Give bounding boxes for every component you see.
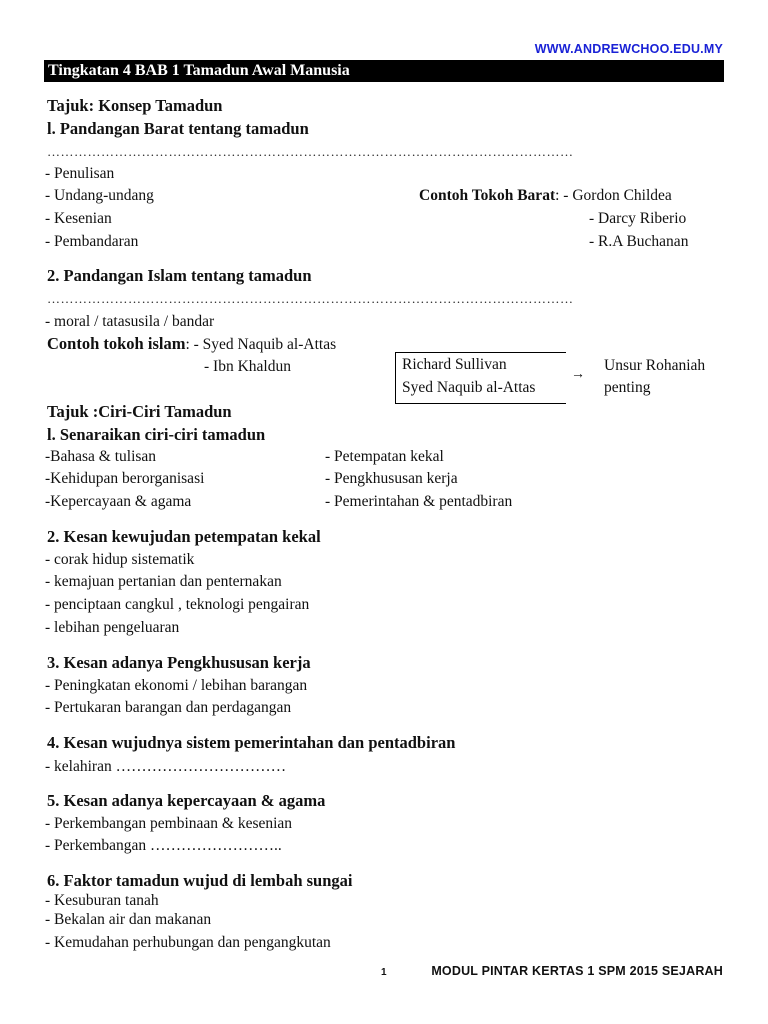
- list-item: -Bahasa & tulisan: [45, 448, 157, 465]
- tokoh-box: [395, 352, 566, 404]
- list-item: - Undang-undang: [45, 187, 154, 204]
- list-item: - Pemerintahan & pentadbiran: [325, 493, 513, 510]
- list-item: - penciptaan cangkul , teknologi pengairan: [45, 596, 310, 613]
- box-line: Richard Sullivan: [402, 356, 507, 373]
- chapter-banner: Tingkatan 4 BAB 1 Tamadun Awal Manusia: [44, 60, 724, 82]
- list-item: - Pengkhususan kerja: [325, 470, 458, 487]
- question-senaraikan: l. Senaraikan ciri-ciri tamadun: [47, 425, 266, 444]
- list-item: - Perkembangan ……………………..: [45, 837, 282, 854]
- list-item: - Pertukaran barangan dan perdagangan: [45, 699, 292, 716]
- result-line: penting: [604, 379, 651, 396]
- list-item: - Peningkatan ekonomi / lebihan barangan: [45, 677, 308, 694]
- tokoh-barat-line: Contoh Tokoh Barat: - Gordon Childea: [419, 187, 672, 204]
- list-item: -Kehidupan berorganisasi: [45, 470, 205, 487]
- list-item: - Pembandaran: [45, 233, 139, 250]
- tokoh-barat-item: - Gordon Childea: [563, 187, 672, 204]
- topic-konsep-tamadun: Tajuk: Konsep Tamadun: [47, 96, 223, 115]
- tokoh-barat-item: - Darcy Riberio: [589, 210, 687, 227]
- list-item: -Kepercayaan & agama: [45, 493, 192, 510]
- tokoh-barat-label: Contoh Tokoh Barat: [419, 187, 556, 204]
- section-title: 3. Kesan adanya Pengkhususan kerja: [47, 653, 311, 672]
- list-item: - lebihan pengeluaran: [45, 619, 180, 636]
- section-title: 2. Kesan kewujudan petempatan kekal: [47, 527, 321, 546]
- section-title: 5. Kesan adanya kepercayaan & agama: [47, 791, 326, 810]
- list-item: - Penulisan: [45, 165, 115, 182]
- section-title: 6. Faktor tamadun wujud di lembah sungai: [47, 871, 353, 890]
- list-item: - moral / tatasusila / bandar: [45, 313, 215, 330]
- answer-dots-islam: ………………………………………………………………………………………………………: [47, 291, 574, 306]
- list-item: - kelahiran ……………………………: [45, 758, 287, 775]
- list-item: - Kemudahan perhubungan dan pengangkutan: [45, 934, 331, 951]
- list-item: - Perkembangan pembinaan & kesenian: [45, 815, 293, 832]
- list-item: - kemajuan pertanian dan penternakan: [45, 573, 282, 590]
- section-title: 4. Kesan wujudnya sistem pemerintahan dan pentadbiran: [47, 733, 456, 752]
- footer-title: MODUL PINTAR KERTAS 1 SPM 2015 SEJARAH: [431, 964, 723, 978]
- list-item: - corak hidup sistematik: [45, 551, 195, 568]
- tokoh-islam-item: - Syed Naquib al-Attas: [193, 336, 337, 353]
- website-url: WWW.ANDREWCHOO.EDU.MY: [534, 42, 723, 56]
- question-pandangan-islam: 2. Pandangan Islam tentang tamadun: [47, 266, 312, 285]
- page-number: 1: [381, 967, 387, 978]
- box-line: Syed Naquib al-Attas: [402, 379, 536, 396]
- arrow-icon: →: [571, 367, 585, 382]
- tokoh-islam-line: Contoh tokoh islam: - Syed Naquib al-Attas: [47, 334, 337, 353]
- answer-dots-barat: ………………………………………………………………………………………………………: [47, 144, 574, 159]
- tokoh-islam-item: - Ibn Khaldun: [204, 358, 291, 375]
- topic-ciri-ciri: Tajuk :Ciri-Ciri Tamadun: [47, 402, 232, 421]
- tokoh-islam-label: Contoh tokoh islam: [47, 334, 186, 353]
- list-item: - Petempatan kekal: [325, 448, 444, 465]
- tokoh-barat-item: - R.A Buchanan: [589, 233, 689, 250]
- question-pandangan-barat: l. Pandangan Barat tentang tamadun: [47, 119, 309, 138]
- list-item: - Bekalan air dan makanan: [45, 911, 212, 928]
- result-line: Unsur Rohaniah: [604, 357, 706, 374]
- list-item: - Kesuburan tanah: [45, 892, 159, 909]
- list-item: - Kesenian: [45, 210, 112, 227]
